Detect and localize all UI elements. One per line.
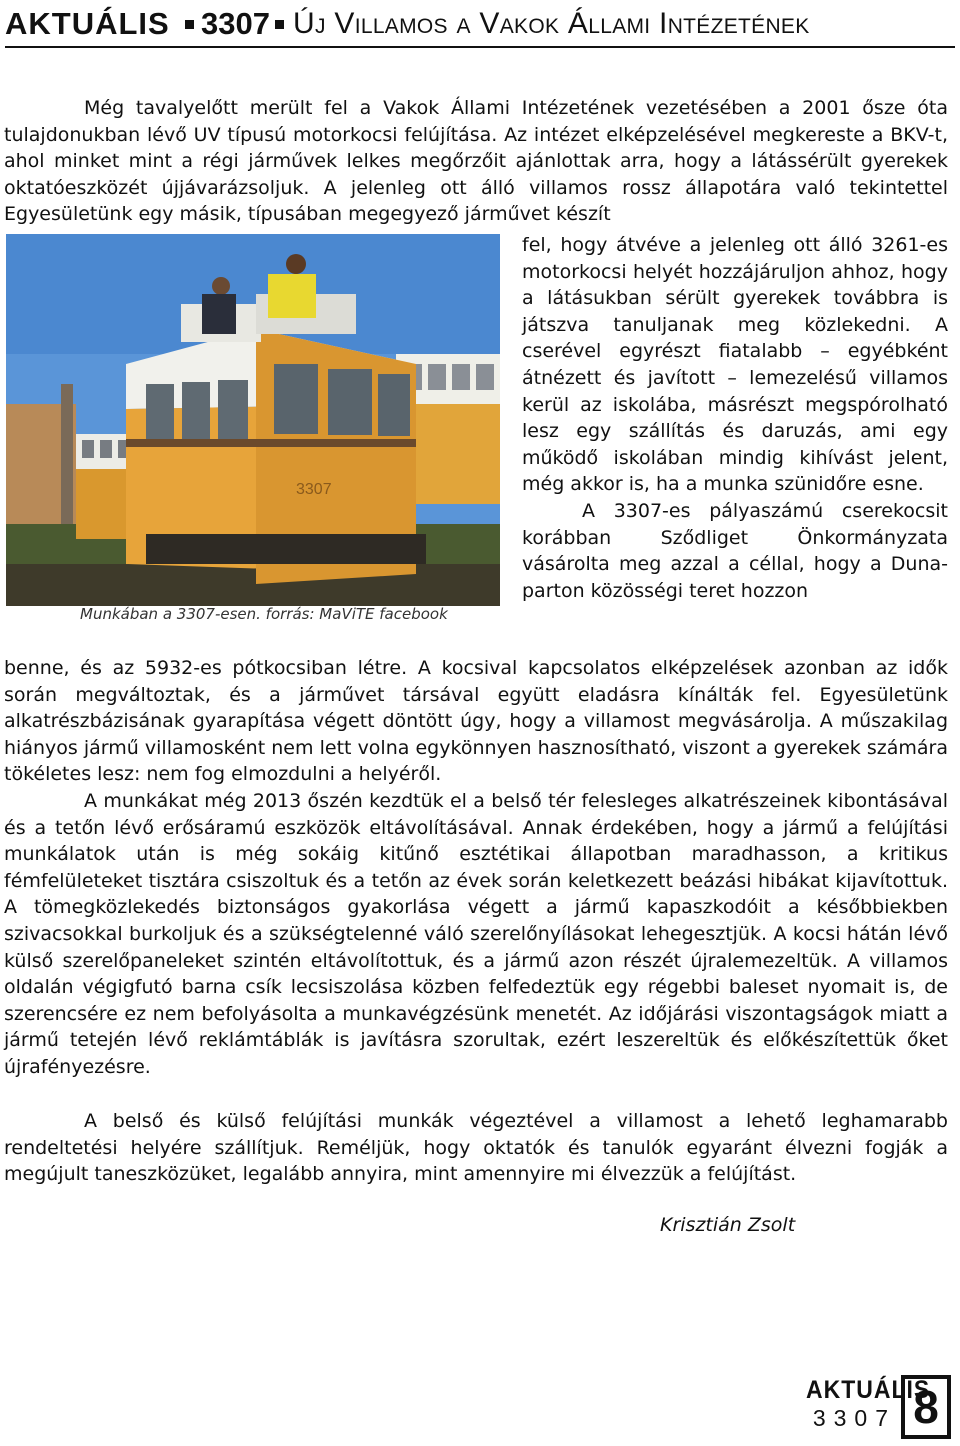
tram-photo	[6, 234, 500, 606]
page-number: 8	[901, 1375, 951, 1439]
paragraph-text: Még tavalyelőtt merült fel a Vakok Állami Intézetének vezetésében a 2001 ősze óta tulajdonukban lévő UV típusú motorkocsi felújítása. Az intézet elképzelésével megkereste a BKV-t, ahol minket mint a régi járművek lelkes megőrzőit ajánlottak arra, hogy a látássérült gyerekek oktatóeszközét újjávarázsoljuk. A jelenleg ott álló villamos rossz állapotára való tekintettel Egyesületünk egy másik, típusában megegyező járművet készít	[4, 97, 948, 226]
paragraph-text: A 3307-es pályaszámú cserekocsit korábban Sződliget Önkormányzata vásárolta meg azzal a céllal, hogy a Duna-parton közösségi teret hozzon	[522, 499, 948, 602]
issue-number: 3307	[201, 6, 270, 41]
ground-shadow	[6, 564, 500, 606]
author-name: Krisztián Zsolt	[660, 1214, 796, 1236]
tram-number-label: 3307	[296, 481, 332, 498]
paragraph-text: fel, hogy átvéve a jelenleg ott álló 3261-es motorkocsi helyét hozzájáruljon ahhoz, hogy a látásukban sérült gyerekek továbbra is játszva tanuljanak meg közlekedni. A cserével egyrészt fiatalabb – egyébként átnézett és javított – lemezelésű villamos kerül az iskolába, másrészt megspórolható lesz egy szállítás és daruzás, ami egy működő iskolában mindig kihívást jelent, még akkor is, ha a munka szünidőre esne.	[522, 234, 948, 496]
footer-logo	[806, 1374, 931, 1432]
article-title: Új Villamos a Vakok Állami Intézetének	[293, 7, 810, 40]
article-paragraph-1	[4, 95, 948, 228]
section-name: AKTUÁLIS	[5, 6, 170, 41]
footer-issue: 3307	[812, 1405, 896, 1431]
pole	[61, 384, 73, 534]
footer-section: AKTUÁLIS	[806, 1374, 931, 1404]
article-paragraph-3: benne, és az 5932-es pótkocsiban létre. A kocsival kapcsolatos elképzelések azonban az idők során megváltoztak, és a járművet társával együtt eladásra kínálták fel. Egyesületünk alkatrészbázisának gyarapítása végett döntött úgy, hogy a villamost megvásárolja. A műszakilag hiányos jármű villamosként nem lett volna egykönnyen hasznosítható, viszont a gyerekek számára tökéletes lesz: nem fog elmozdulni a helyéről.	[4, 657, 948, 786]
header-divider	[5, 46, 955, 48]
article-paragraph-5: A belső és külső felújítási munkák végeztével a villamost a lehető leghamarabb rendeltetési helyére szállítjuk. Reméljük, hogy oktatók és tanulók egyaránt élvezni fogják a megújult taneszközüket, legalább annyira, mint amennyire mi élvezzük a felújítást.	[4, 1110, 948, 1186]
separator-square-icon	[275, 20, 284, 29]
page-header	[5, 4, 955, 48]
article-paragraph-4: A munkákat még 2013 őszén kezdtük el a belső tér felesleges alkatrészeinek kibontásával és a tetőn lévő erősáramú eszközök eltávolításával. Annak érdekében, hogy a jármű a felújítási munkálatok után is még sokáig kitűnő esztétikai állapotban maradhasson, a kritikus fémfelületeket tisztára csiszoltuk és a tetőn az évek során keletkezett beázási hibákat kijavítottuk. A tömegközlekedés biztonságos gyakorlása végett a jármű kapaszkodóit a későbbiekben szivacsokkal burkoljuk és a szükségtelenné váló szerelőnyílásokat lehegesztjük. A kocsi hátán lévő külső szerelőpaneleket szintén eltávolítottuk, és a jármű azon részét újralemezeltük. A villamos oldalán végigfutó barna csík lecsiszolása közben felfedeztük egy régebbi baleset nyomait is, de szerencsére ez nem befolyásolta a munkavégzésünk menetét. Az időjárási viszontagságok miatt a jármű tetején lévő reklámtáblák is javításra szorultak, ezért leszereltük és előkészítettük őket újrafényezésre.	[4, 790, 948, 1078]
side-column	[522, 232, 948, 604]
separator-square-icon	[185, 20, 194, 29]
photo-caption: Munkában a 3307-esen. forrás: MaViTE facebook	[80, 605, 448, 623]
